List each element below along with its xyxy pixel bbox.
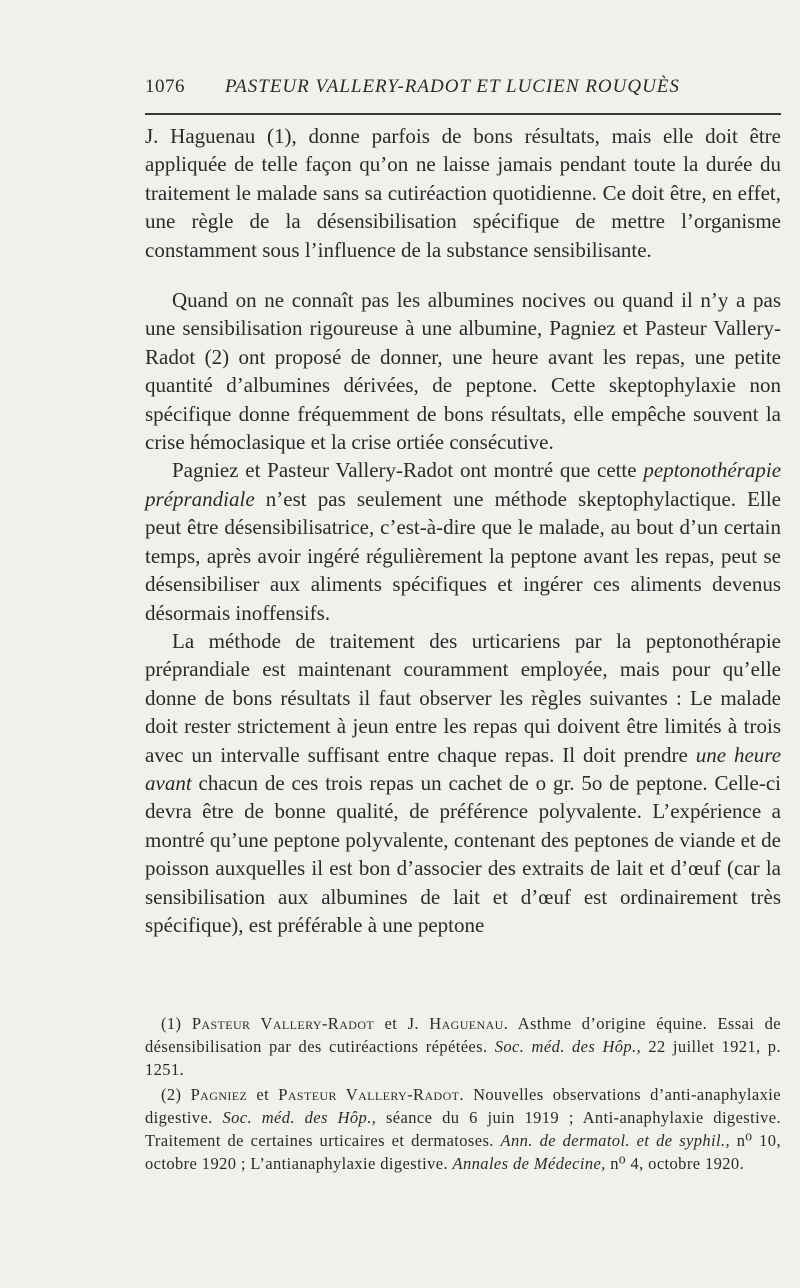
- footnote-2-text-d: n⁰ 4, octobre 1920.: [610, 1154, 745, 1173]
- running-title: PASTEUR VALLERY-RADOT ET LUCIEN ROUQUÈS: [225, 76, 680, 97]
- paragraph-4: [145, 627, 781, 939]
- paragraph-3-emphasis: peptonothérapie préprandiale: [145, 458, 782, 511]
- footnote-1-authors-a: Pasteur Vallery-Radot: [191, 1014, 375, 1033]
- running-header: [145, 76, 781, 98]
- footnote-2-text-c: n⁰ 10, octobre 1920 ; L’antianaphylaxie digestive.: [145, 1131, 781, 1173]
- footnote-2-journal-c: Annales de Médecine,: [452, 1154, 606, 1173]
- footnote-2-authors-b: Pasteur Vallery-Radot.: [278, 1085, 464, 1104]
- footnote-2-text-a: Nouvelles observations d’anti-anaphylaxie digestive.: [145, 1085, 781, 1127]
- footnote-1-text-a: Asthme d’origine équine. Essai de désensibilisation par des cutiréactions répétées.: [145, 1014, 782, 1056]
- footnote-1-text-b: 22 juillet 1921, p. 1251.: [145, 1037, 781, 1079]
- footnotes: [145, 1012, 781, 1175]
- footnote-1-authors-b: J. Haguenau.: [407, 1014, 509, 1033]
- paragraph-4-text-b: chacun de ces trois repas un cachet de o gr. 5o de peptone. Celle-ci devra être de bonne qualité, de préférence polyvalente. L’expérience a montré qu’une peptone polyvalente, contenant des peptones de viande et de poisson auxquelles il est bon d’associer des extraits de lait et d’œuf (car la sensibilisation aux albumines de lait et d’œuf est ordinairement très spécifique), est préférable à une peptone: [145, 770, 782, 937]
- main-text: [145, 122, 781, 939]
- paragraph-3-text-a: Pagniez et Pasteur Vallery-Radot ont montré que cette: [172, 458, 637, 483]
- footnote-1: [145, 1012, 781, 1081]
- footnote-2: [145, 1083, 781, 1175]
- footnote-1-and: et: [384, 1014, 398, 1033]
- footnote-1-journal: Soc. méd. des Hôp.,: [494, 1037, 642, 1056]
- paragraph-4-emphasis: une heure avant: [145, 742, 782, 795]
- footnote-2-mark: (2): [161, 1085, 182, 1104]
- paragraph-4-text-a: La méthode de traitement des urticariens par la peptonothérapie préprandiale est maintenant couramment employée, mais pour qu’elle donne de bons résultats il faut observer les règles suivantes : Le malade doit rester strictement à jeun entre les repas qui doivent être limités à trois avec un intervalle suffisant entre chaque repas. Il doit prendre: [145, 628, 781, 767]
- footnote-2-and: et: [256, 1085, 270, 1104]
- paragraph-3: [145, 456, 781, 626]
- paragraph-2: Quand on ne connaît pas les albumines nocives ou quand il n’y a pas une sensibilisation rigoureuse à une albumine, Pagniez et Pasteur Vallery-Radot (2) ont proposé de donner, une heure avant les repas, une petite quantité d’albumines dérivées, de peptone. Cette skeptophylaxie non spécifique donne fréquemment de bons résultats, elle empêche souvent la crise hémoclasique et la crise ortiée consécutive.: [145, 288, 781, 455]
- footnote-2-authors-a: Pagniez: [190, 1085, 248, 1104]
- paragraph-1: J. Haguenau (1), donne parfois de bons résultats, mais elle doit être appliquée de telle façon qu’on ne laisse jamais pendant toute la durée du traitement le malade sans sa cutiréaction quotidienne. Ce doit être, en effet, une règle de la désensibilisation spécifique de mettre l’organisme constamment sous l’influence de la substance sensibilisante.: [145, 124, 781, 262]
- footnote-2-journal-b: Ann. de dermatol. et de syphil.,: [500, 1131, 731, 1150]
- page-number: 1076: [145, 76, 185, 97]
- paragraph-3-text-b: n’est pas seulement une méthode skeptophylactique. Elle peut être désensibilisatrice, c’est-à-dire que le malade, au bout d’un certain temps, après avoir ingéré régulièrement la peptone avant les repas, peut se désensibiliser aux aliments spécifiques et ingérer ces aliments devenus désormais inoffensifs.: [145, 486, 782, 625]
- footnote-2-journal-a: Soc. méd. des Hôp.,: [222, 1108, 377, 1127]
- footnote-2-text-b: séance du 6 juin 1919 ; Anti-anaphylaxie digestive. Traitement de certaines urticaires et dermatoses.: [145, 1108, 781, 1150]
- footnote-1-mark: (1): [161, 1014, 182, 1033]
- header-rule: [145, 113, 781, 115]
